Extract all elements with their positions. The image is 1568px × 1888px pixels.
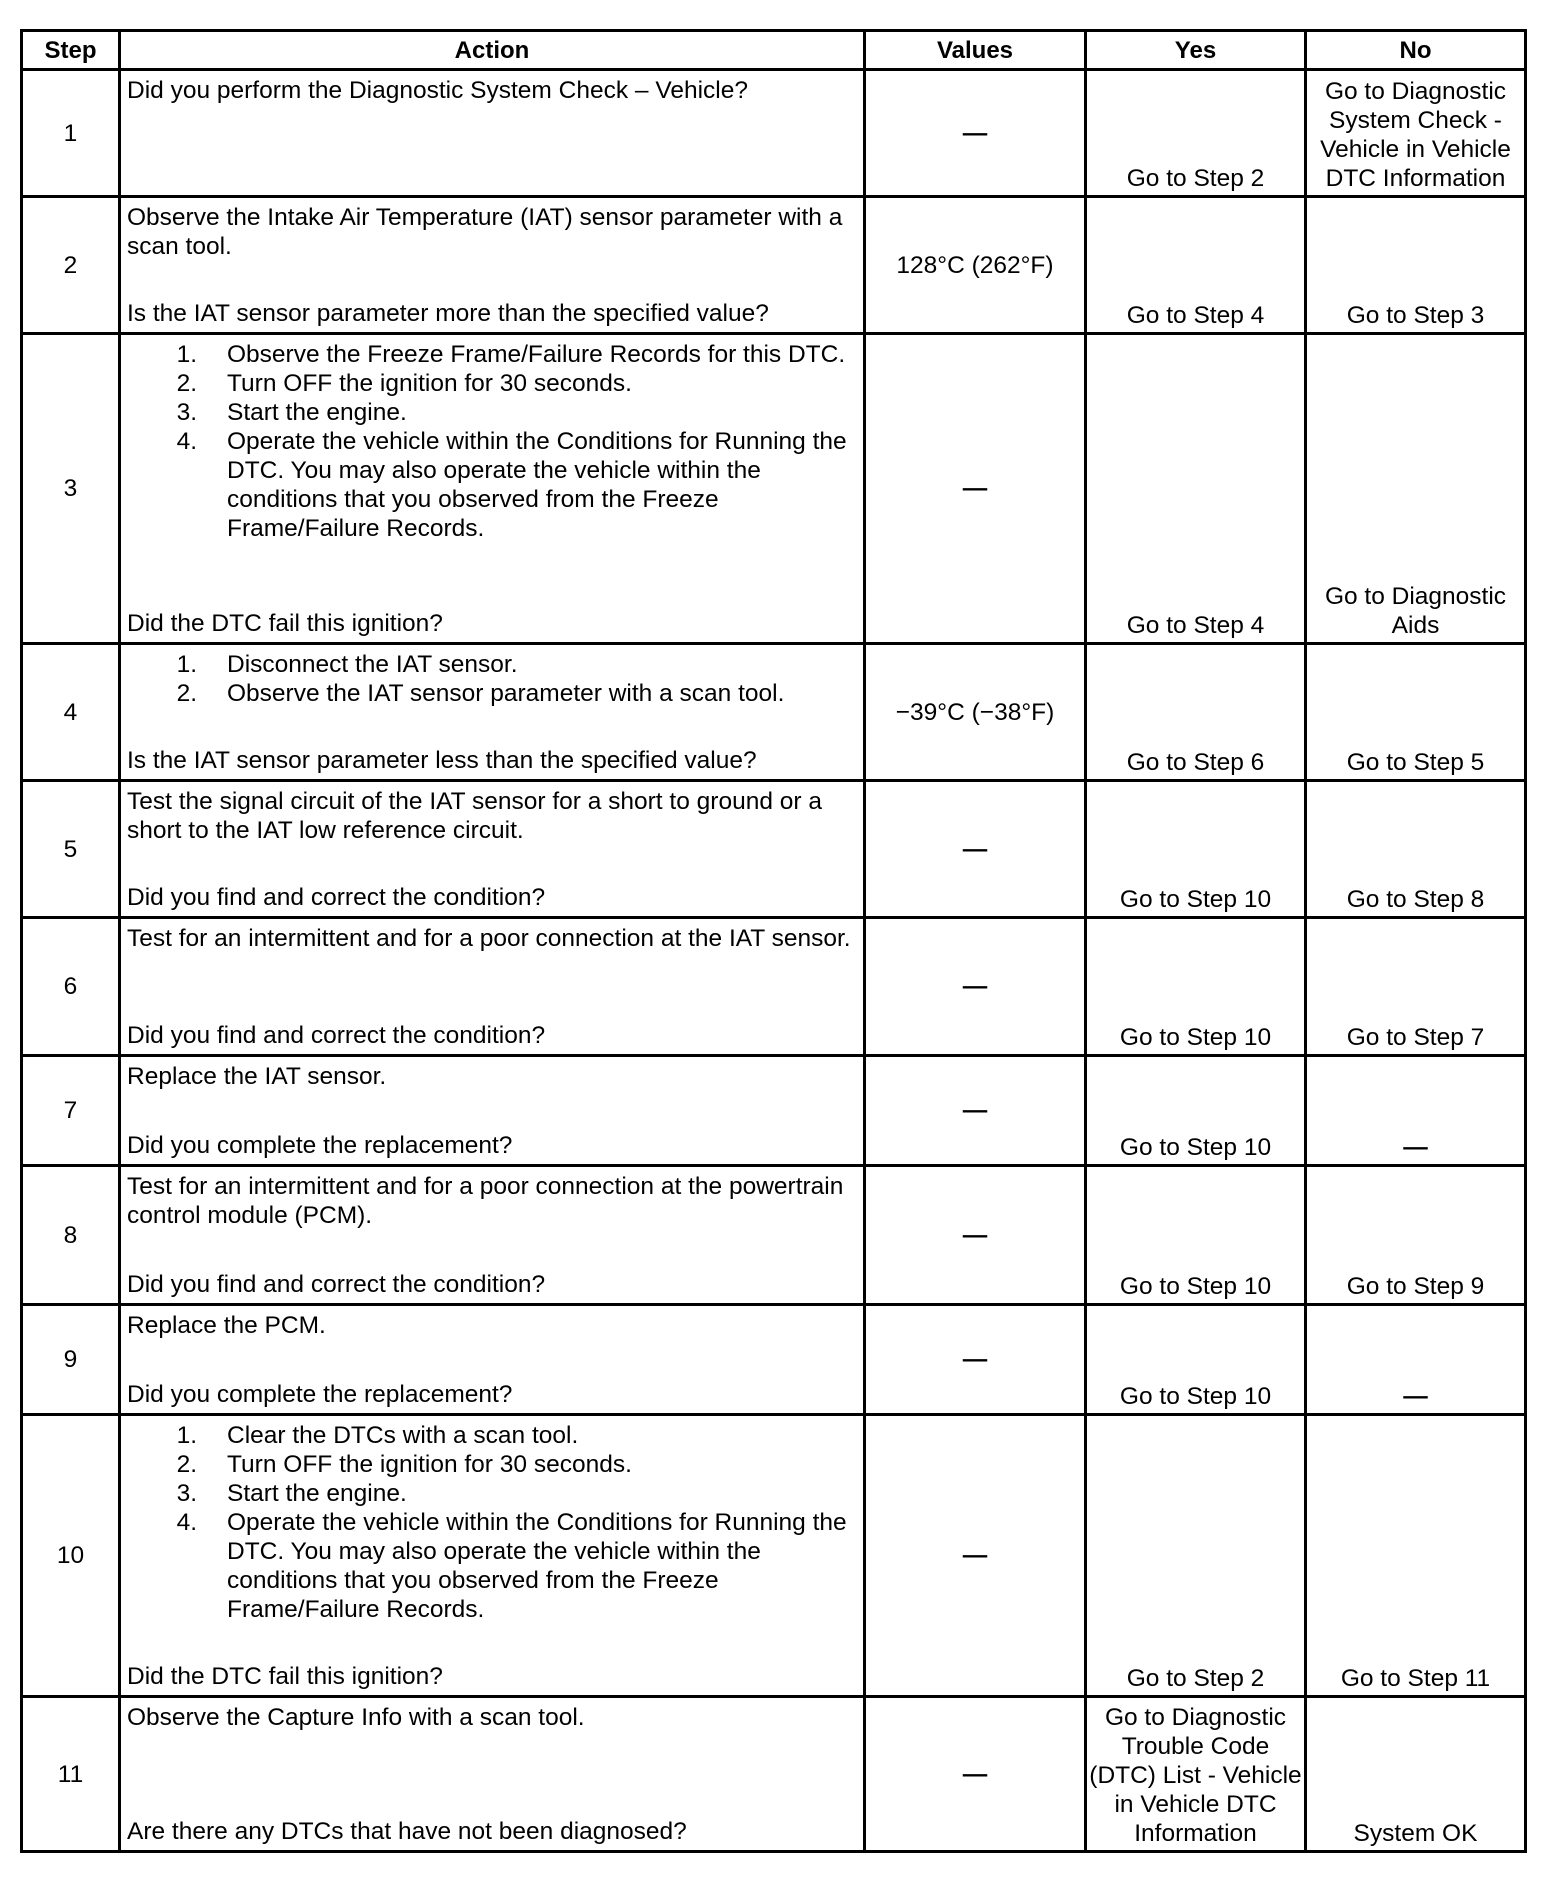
- action-step-item: 2. Observe the IAT sensor parameter with a scan tool.: [176, 680, 785, 707]
- action-step-item: 2. Turn OFF the ignition for 30 seconds.: [176, 1451, 632, 1478]
- step-number: 1: [22, 70, 120, 197]
- table-row: [22, 918, 1526, 1056]
- step-number: 11: [22, 1697, 120, 1852]
- table-row: [22, 1166, 1526, 1305]
- yes-cell: Go to Step 2: [1086, 70, 1306, 197]
- no-cell: System OK: [1306, 1697, 1526, 1852]
- table-row: [22, 1697, 1526, 1852]
- action-cell: [120, 1415, 865, 1697]
- value-cell: —: [865, 1415, 1086, 1697]
- value-cell: —: [865, 1697, 1086, 1852]
- no-cell: Go to Step 7: [1306, 918, 1526, 1056]
- no-cell: Go to Step 11: [1306, 1415, 1526, 1697]
- header-row: [22, 31, 1526, 70]
- action-question: Are there any DTCs that have not been diagnosed?: [127, 1818, 687, 1845]
- no-cell: —: [1306, 1305, 1526, 1415]
- no-cell: Go to Step 5: [1306, 644, 1526, 781]
- no-cell: Go to Diagnostic Aids: [1306, 334, 1526, 644]
- step-number: 10: [22, 1415, 120, 1697]
- action-cell: [120, 1166, 865, 1305]
- step-number: 5: [22, 781, 120, 918]
- action-cell: [120, 1697, 865, 1852]
- action-text: Test for an intermittent and for a poor connection at the IAT sensor.: [127, 925, 851, 952]
- action-step-item: 3. Start the engine.: [176, 1480, 407, 1507]
- action-question: Is the IAT sensor parameter more than the specified value?: [127, 300, 769, 327]
- value-cell: —: [865, 918, 1086, 1056]
- value-cell: −39°C (−38°F): [865, 644, 1086, 781]
- step-number: 8: [22, 1166, 120, 1305]
- action-question: Did you complete the replacement?: [127, 1132, 513, 1159]
- yes-cell: Go to Step 2: [1086, 1415, 1306, 1697]
- action-question: Did you complete the replacement?: [127, 1381, 513, 1408]
- table-row: [22, 1056, 1526, 1166]
- table-row: [22, 197, 1526, 334]
- action-text: Observe the Intake Air Temperature (IAT) sensor parameter with a scan tool.: [127, 204, 843, 260]
- yes-cell: Go to Step 10: [1086, 918, 1306, 1056]
- yes-cell: Go to Step 6: [1086, 644, 1306, 781]
- header-no: No: [1306, 31, 1526, 70]
- action-text: Test for an intermittent and for a poor connection at the powertrain control module (PCM).: [127, 1173, 844, 1229]
- no-cell: Go to Step 9: [1306, 1166, 1526, 1305]
- header-values: Values: [865, 31, 1086, 70]
- table-body: [22, 70, 1526, 1852]
- action-cell: [120, 334, 865, 644]
- table-row: [22, 1305, 1526, 1415]
- diagnostic-table: [20, 29, 1527, 1853]
- table-row: [22, 644, 1526, 781]
- action-step-item: 4. Operate the vehicle within the Conditions for Running the DTC. You may also operate the vehicle within the conditions that you observed from the Freeze Frame/Failure Records.: [176, 428, 847, 542]
- action-text: Did you perform the Diagnostic System Check – Vehicle?: [127, 77, 748, 104]
- action-steps-list: [127, 340, 857, 543]
- table-row: [22, 70, 1526, 197]
- yes-cell: Go to Step 4: [1086, 197, 1306, 334]
- value-cell: —: [865, 334, 1086, 644]
- value-cell: 128°C (262°F): [865, 197, 1086, 334]
- action-text: Replace the IAT sensor.: [127, 1063, 387, 1090]
- value-cell: —: [865, 1305, 1086, 1415]
- header-action: Action: [120, 31, 865, 70]
- no-cell: —: [1306, 1056, 1526, 1166]
- action-step-item: 2. Turn OFF the ignition for 30 seconds.: [176, 370, 632, 397]
- step-number: 2: [22, 197, 120, 334]
- step-number: 9: [22, 1305, 120, 1415]
- action-step-item: 3. Start the engine.: [176, 399, 407, 426]
- yes-cell: Go to Step 10: [1086, 1305, 1306, 1415]
- action-text: Test the signal circuit of the IAT sensor for a short to ground or a short to the IAT low reference circuit.: [127, 788, 822, 844]
- action-step-item: 1. Observe the Freeze Frame/Failure Records for this DTC.: [176, 341, 846, 368]
- action-cell: [120, 781, 865, 918]
- step-number: 7: [22, 1056, 120, 1166]
- yes-cell: Go to Step 10: [1086, 781, 1306, 918]
- action-step-item: 4. Operate the vehicle within the Conditions for Running the DTC. You may also operate the vehicle within the conditions that you observed from the Freeze Frame/Failure Records.: [176, 1509, 847, 1623]
- value-cell: —: [865, 781, 1086, 918]
- action-cell: [120, 1056, 865, 1166]
- value-cell: —: [865, 1056, 1086, 1166]
- yes-cell: Go to Step 10: [1086, 1056, 1306, 1166]
- yes-cell: Go to Step 4: [1086, 334, 1306, 644]
- yes-cell: Go to Diagnostic Trouble Code (DTC) List - Vehicle in Vehicle DTC Information: [1086, 1697, 1306, 1852]
- step-number: 3: [22, 334, 120, 644]
- action-question: Is the IAT sensor parameter less than the specified value?: [127, 747, 757, 774]
- no-cell: Go to Diagnostic System Check - Vehicle in Vehicle DTC Information: [1306, 70, 1526, 197]
- action-cell: [120, 70, 865, 197]
- action-step-item: 1. Clear the DTCs with a scan tool.: [176, 1422, 579, 1449]
- yes-cell: Go to Step 10: [1086, 1166, 1306, 1305]
- step-number: 6: [22, 918, 120, 1056]
- step-number: 4: [22, 644, 120, 781]
- action-text: Observe the Capture Info with a scan tool.: [127, 1704, 585, 1731]
- action-cell: [120, 644, 865, 781]
- no-cell: Go to Step 8: [1306, 781, 1526, 918]
- header-yes: Yes: [1086, 31, 1306, 70]
- table-row: [22, 781, 1526, 918]
- action-question: Did you find and correct the condition?: [127, 1271, 546, 1298]
- action-cell: [120, 1305, 865, 1415]
- table-row: [22, 334, 1526, 644]
- action-steps-list: [127, 650, 857, 708]
- action-steps-list: [127, 1421, 857, 1624]
- action-cell: [120, 918, 865, 1056]
- header-step: Step: [22, 31, 120, 70]
- action-text: Replace the PCM.: [127, 1312, 326, 1339]
- action-question: Did you find and correct the condition?: [127, 1022, 546, 1049]
- action-step-item: 1. Disconnect the IAT sensor.: [176, 651, 518, 678]
- action-question: Did the DTC fail this ignition?: [127, 1663, 443, 1690]
- value-cell: —: [865, 70, 1086, 197]
- value-cell: —: [865, 1166, 1086, 1305]
- table-row: [22, 1415, 1526, 1697]
- no-cell: Go to Step 3: [1306, 197, 1526, 334]
- action-cell: [120, 197, 865, 334]
- action-question: Did the DTC fail this ignition?: [127, 610, 443, 637]
- action-question: Did you find and correct the condition?: [127, 884, 546, 911]
